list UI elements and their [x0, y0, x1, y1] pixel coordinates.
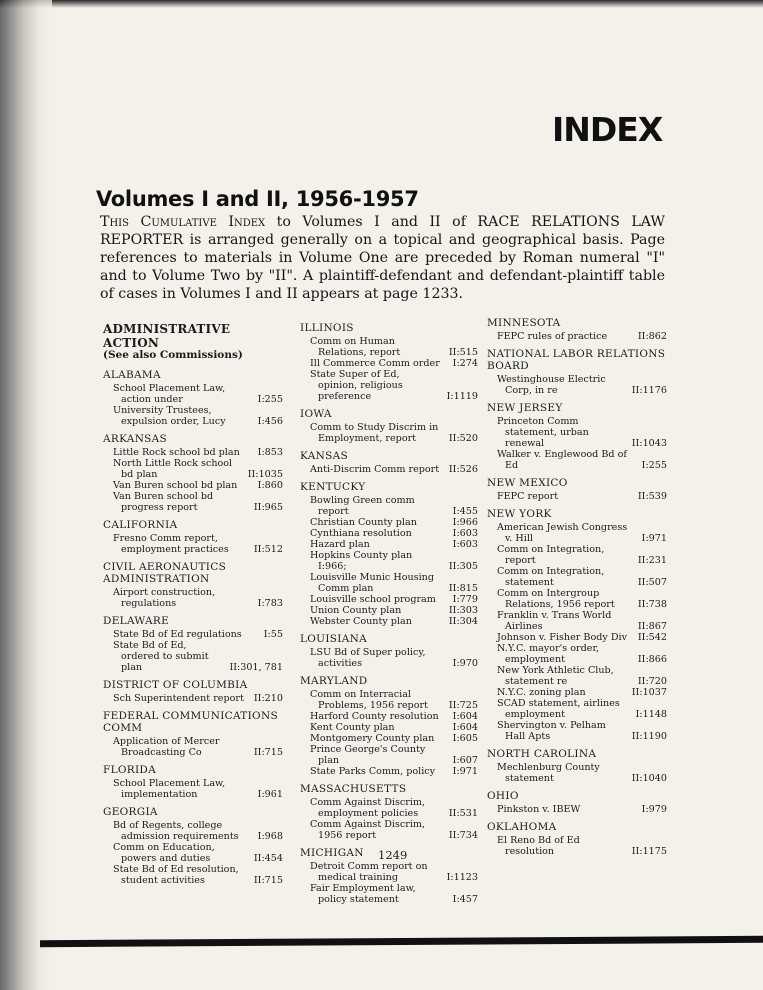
entry-page-ref: I:604: [452, 722, 478, 733]
index-section: [487, 821, 667, 857]
entry-text: N.Y.C. mayor's order, employment: [497, 643, 600, 665]
entry-text: Walker v. Englewood Bd of Ed: [497, 449, 627, 471]
entry-text: Little Rock school bd plan: [113, 447, 240, 458]
state-heading: DISTRICT OF COLUMBIA: [103, 679, 248, 691]
intro-paragraph: [100, 213, 665, 303]
entry-text: Union County plan: [310, 605, 402, 616]
entry-text: Bowling Green comm report: [310, 495, 415, 517]
entry-text: N.Y.C. zoning plan: [497, 687, 586, 698]
state-heading: NATIONAL LABOR RELATIONS BOARD: [487, 348, 666, 372]
entry-text: Application of Mercer Broadcasting Co: [113, 736, 220, 758]
index-entry: [103, 629, 283, 640]
index-entry: [487, 665, 667, 687]
entry-text: Comm on Human Relations, report: [310, 336, 401, 358]
index-entry: [103, 533, 283, 555]
entry-text: Ill Commerce Comm order: [310, 358, 440, 369]
state-heading: FEDERAL COMMUNICATIONS COMM: [103, 710, 278, 734]
entry-page-ref: I:604: [452, 711, 478, 722]
entry-page-ref: II:1037: [631, 687, 667, 698]
entry-page-ref: I:968: [257, 831, 283, 842]
state-heading: ALABAMA: [103, 369, 161, 381]
state-heading: CIVIL AERONAUTICS ADMINISTRATION: [103, 561, 227, 585]
index-section: [300, 481, 478, 627]
entry-page-ref: I:783: [257, 598, 283, 609]
state-heading: IOWA: [300, 408, 332, 420]
state-heading: CALIFORNIA: [103, 519, 178, 531]
entry-page-ref: II:304: [448, 616, 478, 627]
entry-text: Kent County plan: [310, 722, 395, 733]
index-entry: [103, 405, 283, 427]
entry-page-ref: II:454: [253, 853, 283, 864]
entry-page-ref: II:539: [637, 491, 667, 502]
index-entry: [300, 369, 478, 402]
index-entry: [103, 640, 283, 673]
index-entry: [300, 819, 478, 841]
index-entry: [300, 711, 478, 722]
state-heading: NEW YORK: [487, 508, 552, 520]
index-section: [487, 348, 667, 396]
index-entry: [487, 331, 667, 342]
state-heading: GEORGIA: [103, 806, 158, 818]
entry-text: Johnson v. Fisher Body Div: [497, 632, 628, 643]
entry-text: State Bd of Ed resolution, student activities: [113, 864, 239, 886]
entry-page-ref: II:542: [637, 632, 667, 643]
index-entry: [103, 480, 283, 491]
intro-lead: This Cumulative Index: [100, 214, 266, 230]
state-heading: ILLINOIS: [300, 322, 354, 334]
entry-page-ref: I:966: [452, 517, 478, 528]
entry-text: School Placement Law, action under: [113, 383, 226, 405]
index-entry: [300, 572, 478, 594]
index-section: [487, 508, 667, 742]
entry-page-ref: II:1176: [631, 385, 667, 396]
entry-page-ref: II:734: [448, 830, 478, 841]
entry-page-ref: II:512: [253, 544, 283, 555]
state-heading: OHIO: [487, 790, 519, 802]
state-heading: NEW JERSEY: [487, 402, 563, 414]
entry-page-ref: II:862: [637, 331, 667, 342]
entry-page-ref: II:715: [253, 747, 283, 758]
entry-page-ref: I:971: [641, 533, 667, 544]
index-entry: [487, 698, 667, 720]
entry-text: State Super of Ed, opinion, religious preference: [310, 369, 403, 402]
index-section: [300, 675, 478, 777]
index-section: [103, 561, 283, 609]
entry-page-ref: II:867: [637, 621, 667, 632]
entry-text: FEPC report: [497, 491, 559, 502]
entry-text: American Jewish Congress v. Hill: [497, 522, 628, 544]
entry-page-ref: II:725: [448, 700, 478, 711]
entry-text: El Reno Bd of Ed resolution: [497, 835, 580, 857]
entry-page-ref: I:1123: [446, 872, 478, 883]
index-entry: [487, 544, 667, 566]
entry-text: Comm on Integration, report: [497, 544, 605, 566]
index-entry: [103, 491, 283, 513]
entry-text: Prince George's County plan: [310, 744, 426, 766]
index-entry: [300, 861, 478, 883]
index-column-1: [103, 322, 283, 892]
entry-page-ref: II:531: [448, 808, 478, 819]
index-entry: [103, 864, 283, 886]
index-entry: [300, 358, 478, 369]
main-heading: ADMINISTRATIVE ACTION: [103, 322, 231, 350]
entry-page-ref: II:866: [637, 654, 667, 665]
index-entry: [103, 736, 283, 758]
state-heading: MINNESOTA: [487, 317, 561, 329]
state-heading: KENTUCKY: [300, 481, 366, 493]
index-entry: [300, 495, 478, 517]
index-entry: [300, 550, 478, 572]
state-heading: MICHIGAN: [300, 847, 364, 859]
volumes-subtitle: Volumes I and II, 1956-1957: [96, 187, 419, 211]
index-entry: [103, 587, 283, 609]
entry-text: Christian County plan: [310, 517, 417, 528]
column-sections: [103, 369, 283, 886]
state-heading: KANSAS: [300, 450, 348, 462]
entry-text: Mechlenburg County statement: [497, 762, 600, 784]
index-entry: [103, 842, 283, 864]
entry-page-ref: I:971: [452, 766, 478, 777]
index-section: [300, 450, 478, 475]
entry-page-ref: I:255: [257, 394, 283, 405]
index-entry: [103, 820, 283, 842]
entry-text: Webster County plan: [310, 616, 412, 627]
index-section: [300, 633, 478, 669]
index-section: [103, 519, 283, 555]
entry-page-ref: I:1119: [446, 391, 478, 402]
index-entry: [487, 588, 667, 610]
index-entry: [487, 416, 667, 449]
intro-body: to Volumes I and II of RACE RELATIONS LAW REPORTER is arranged generally on a topical and geographical basis. Page references to materials in Volume One are preceded by Roman numeral "I" and to Volume Two by "II". A plaintiff-defendant and defendant-plaintiff table of cases in Volumes I and II appears at page 1233.: [100, 214, 665, 302]
entry-page-ref: II:520: [448, 433, 478, 444]
entry-text: Comm on Intergroup Relations, 1956 report: [497, 588, 615, 610]
index-column-3: [487, 317, 667, 863]
entry-page-ref: II:231: [637, 555, 667, 566]
entry-text: Comm on Education, powers and duties: [113, 842, 215, 864]
entry-text: SCAD statement, airlines employment: [497, 698, 620, 720]
entry-text: Franklin v. Trans World Airlines: [497, 610, 612, 632]
index-entry: [103, 383, 283, 405]
entry-text: Van Buren school bd plan: [113, 480, 238, 491]
index-section: [103, 679, 283, 704]
column-sections: [487, 317, 667, 857]
index-entry: [487, 762, 667, 784]
entry-text: Van Buren school bd progress report: [113, 491, 214, 513]
scan-top-edge: [0, 0, 763, 8]
entry-page-ref: I:255: [641, 460, 667, 471]
entry-text: State Bd of Ed, ordered to submit plan: [113, 640, 209, 673]
entry-text: Comm on Interracial Problems, 1956 report: [310, 689, 428, 711]
state-heading: FLORIDA: [103, 764, 157, 776]
entry-page-ref: II:515: [448, 347, 478, 358]
entry-text: New York Athletic Club, statement re: [497, 665, 614, 687]
entry-page-ref: I:607: [452, 755, 478, 766]
entry-page-ref: I:456: [257, 416, 283, 427]
index-entry: [103, 458, 283, 480]
entry-text: North Little Rock school bd plan: [113, 458, 233, 480]
see-also-note: (See also Commissions): [103, 349, 243, 361]
entry-text: Comm on Integration, statement: [497, 566, 605, 588]
entry-page-ref: II:1175: [631, 846, 667, 857]
entry-page-ref: I:853: [257, 447, 283, 458]
index-section: [103, 433, 283, 513]
entry-page-ref: I:970: [452, 658, 478, 669]
entry-text: Hazard plan: [310, 539, 370, 550]
index-section: [300, 408, 478, 444]
entry-page-ref: II:815: [448, 583, 478, 594]
index-entry: [487, 491, 667, 502]
entry-text: Sch Superintendent report: [113, 693, 244, 704]
entry-text: Harford County resolution: [310, 711, 439, 722]
state-heading: MASSACHUSETTS: [300, 783, 407, 795]
index-section: [487, 317, 667, 342]
entry-text: Louisville Munic Housing Comm plan: [310, 572, 434, 594]
entry-text: School Placement Law, implementation: [113, 778, 226, 800]
entry-text: Cynthiana resolution: [310, 528, 412, 539]
index-entry: [487, 522, 667, 544]
entry-text: Detroit Comm report on medical training: [310, 861, 428, 883]
page-number: 1249: [378, 848, 408, 862]
entry-text: Hopkins County plan I:966;: [310, 550, 413, 572]
entry-page-ref: II:303: [448, 605, 478, 616]
index-entry: [300, 689, 478, 711]
index-entry: [103, 778, 283, 800]
entry-page-ref: II:1190: [631, 731, 667, 742]
index-entry: [300, 744, 478, 766]
state-heading: NORTH CAROLINA: [487, 748, 597, 760]
index-entry: [300, 733, 478, 744]
entry-text: State Bd of Ed regulations: [113, 629, 242, 640]
index-entry: [487, 835, 667, 857]
index-section: [487, 402, 667, 471]
entry-text: Shervington v. Pelham Hall Apts: [497, 720, 606, 742]
entry-text: Comm Against Discrim, 1956 report: [310, 819, 426, 841]
entry-text: Westinghouse Electric Corp, in re: [497, 374, 606, 396]
entry-page-ref: I:274: [452, 358, 478, 369]
index-entry: [487, 687, 667, 698]
index-entry: [300, 766, 478, 777]
index-entry: [300, 336, 478, 358]
index-entry: [487, 566, 667, 588]
entry-page-ref: I:979: [641, 804, 667, 815]
index-section: [103, 806, 283, 886]
index-entry: [300, 647, 478, 669]
index-section: [300, 783, 478, 841]
index-entry: [300, 797, 478, 819]
entry-page-ref: II:305: [448, 561, 478, 572]
index-entry: [300, 616, 478, 627]
entry-page-ref: II:720: [637, 676, 667, 687]
state-heading: OKLAHOMA: [487, 821, 557, 833]
index-column-2: [300, 322, 478, 911]
index-entry: [487, 610, 667, 632]
state-heading: NEW MEXICO: [487, 477, 568, 489]
entry-page-ref: II:1035: [247, 469, 283, 480]
scan-bottom-edge: [40, 936, 763, 947]
index-section: [103, 764, 283, 800]
index-entry: [300, 422, 478, 444]
index-entry: [300, 605, 478, 616]
entry-page-ref: I:455: [452, 506, 478, 517]
state-heading: LOUISIANA: [300, 633, 367, 645]
column-sections: [300, 322, 478, 905]
index-section: [487, 748, 667, 784]
entry-text: Bd of Regents, college admission requirements: [113, 820, 239, 842]
index-entry: [487, 804, 667, 815]
entry-text: University Trustees, expulsion order, Lucy: [113, 405, 226, 427]
entry-page-ref: II:301, 781: [229, 662, 283, 673]
entry-text: Louisville school program: [310, 594, 436, 605]
index-entry: [487, 720, 667, 742]
entry-text: Fair Employment law, policy statement: [310, 883, 416, 905]
state-heading: DELAWARE: [103, 615, 170, 627]
entry-page-ref: I:860: [257, 480, 283, 491]
index-entry: [487, 632, 667, 643]
entry-text: Princeton Comm statement, urban renewal: [497, 416, 589, 449]
entry-page-ref: II:526: [448, 464, 478, 475]
state-heading: ARKANSAS: [103, 433, 168, 445]
index-entry: [487, 449, 667, 471]
index-entry: [300, 722, 478, 733]
index-section: [103, 615, 283, 673]
index-entry: [300, 539, 478, 550]
page-title: INDEX: [552, 110, 663, 149]
entry-page-ref: II:1043: [631, 438, 667, 449]
index-section: [103, 369, 283, 427]
entry-page-ref: I:779: [452, 594, 478, 605]
index-entry: [487, 374, 667, 396]
entry-page-ref: I:603: [452, 539, 478, 550]
index-entry: [487, 643, 667, 665]
index-entry: [300, 464, 478, 475]
entry-text: Airport construction, regulations: [113, 587, 216, 609]
entry-page-ref: II:507: [637, 577, 667, 588]
entry-page-ref: I:55: [263, 629, 283, 640]
index-entry: [300, 528, 478, 539]
entry-text: Fresno Comm report, employment practices: [113, 533, 229, 555]
entry-page-ref: II:965: [253, 502, 283, 513]
entry-text: Montgomery County plan: [310, 733, 435, 744]
entry-page-ref: II:1040: [631, 773, 667, 784]
entry-text: Comm to Study Discrim in Employment, report: [310, 422, 439, 444]
index-section: [487, 790, 667, 815]
index-entry: [300, 517, 478, 528]
entry-page-ref: I:605: [452, 733, 478, 744]
index-section: [103, 710, 283, 758]
entry-page-ref: II:738: [637, 599, 667, 610]
scan-binding-shadow: [0, 0, 52, 990]
index-section: [300, 322, 478, 402]
index-entry: [103, 447, 283, 458]
state-heading: MARYLAND: [300, 675, 368, 687]
entry-page-ref: I:1148: [635, 709, 667, 720]
entry-page-ref: I:457: [452, 894, 478, 905]
index-section: [487, 477, 667, 502]
entry-page-ref: II:715: [253, 875, 283, 886]
entry-text: State Parks Comm, policy: [310, 766, 436, 777]
entry-text: Pinkston v. IBEW: [497, 804, 581, 815]
index-entry: [103, 693, 283, 704]
index-entry: [300, 594, 478, 605]
entry-page-ref: II:210: [253, 693, 283, 704]
entry-page-ref: I:961: [257, 789, 283, 800]
entry-text: LSU Bd of Super policy, activities: [310, 647, 426, 669]
index-entry: [300, 883, 478, 905]
entry-page-ref: I:603: [452, 528, 478, 539]
entry-text: Comm Against Discrim, employment policies: [310, 797, 426, 819]
entry-text: Anti-Discrim Comm report: [310, 464, 440, 475]
entry-text: FEPC rules of practice: [497, 331, 608, 342]
